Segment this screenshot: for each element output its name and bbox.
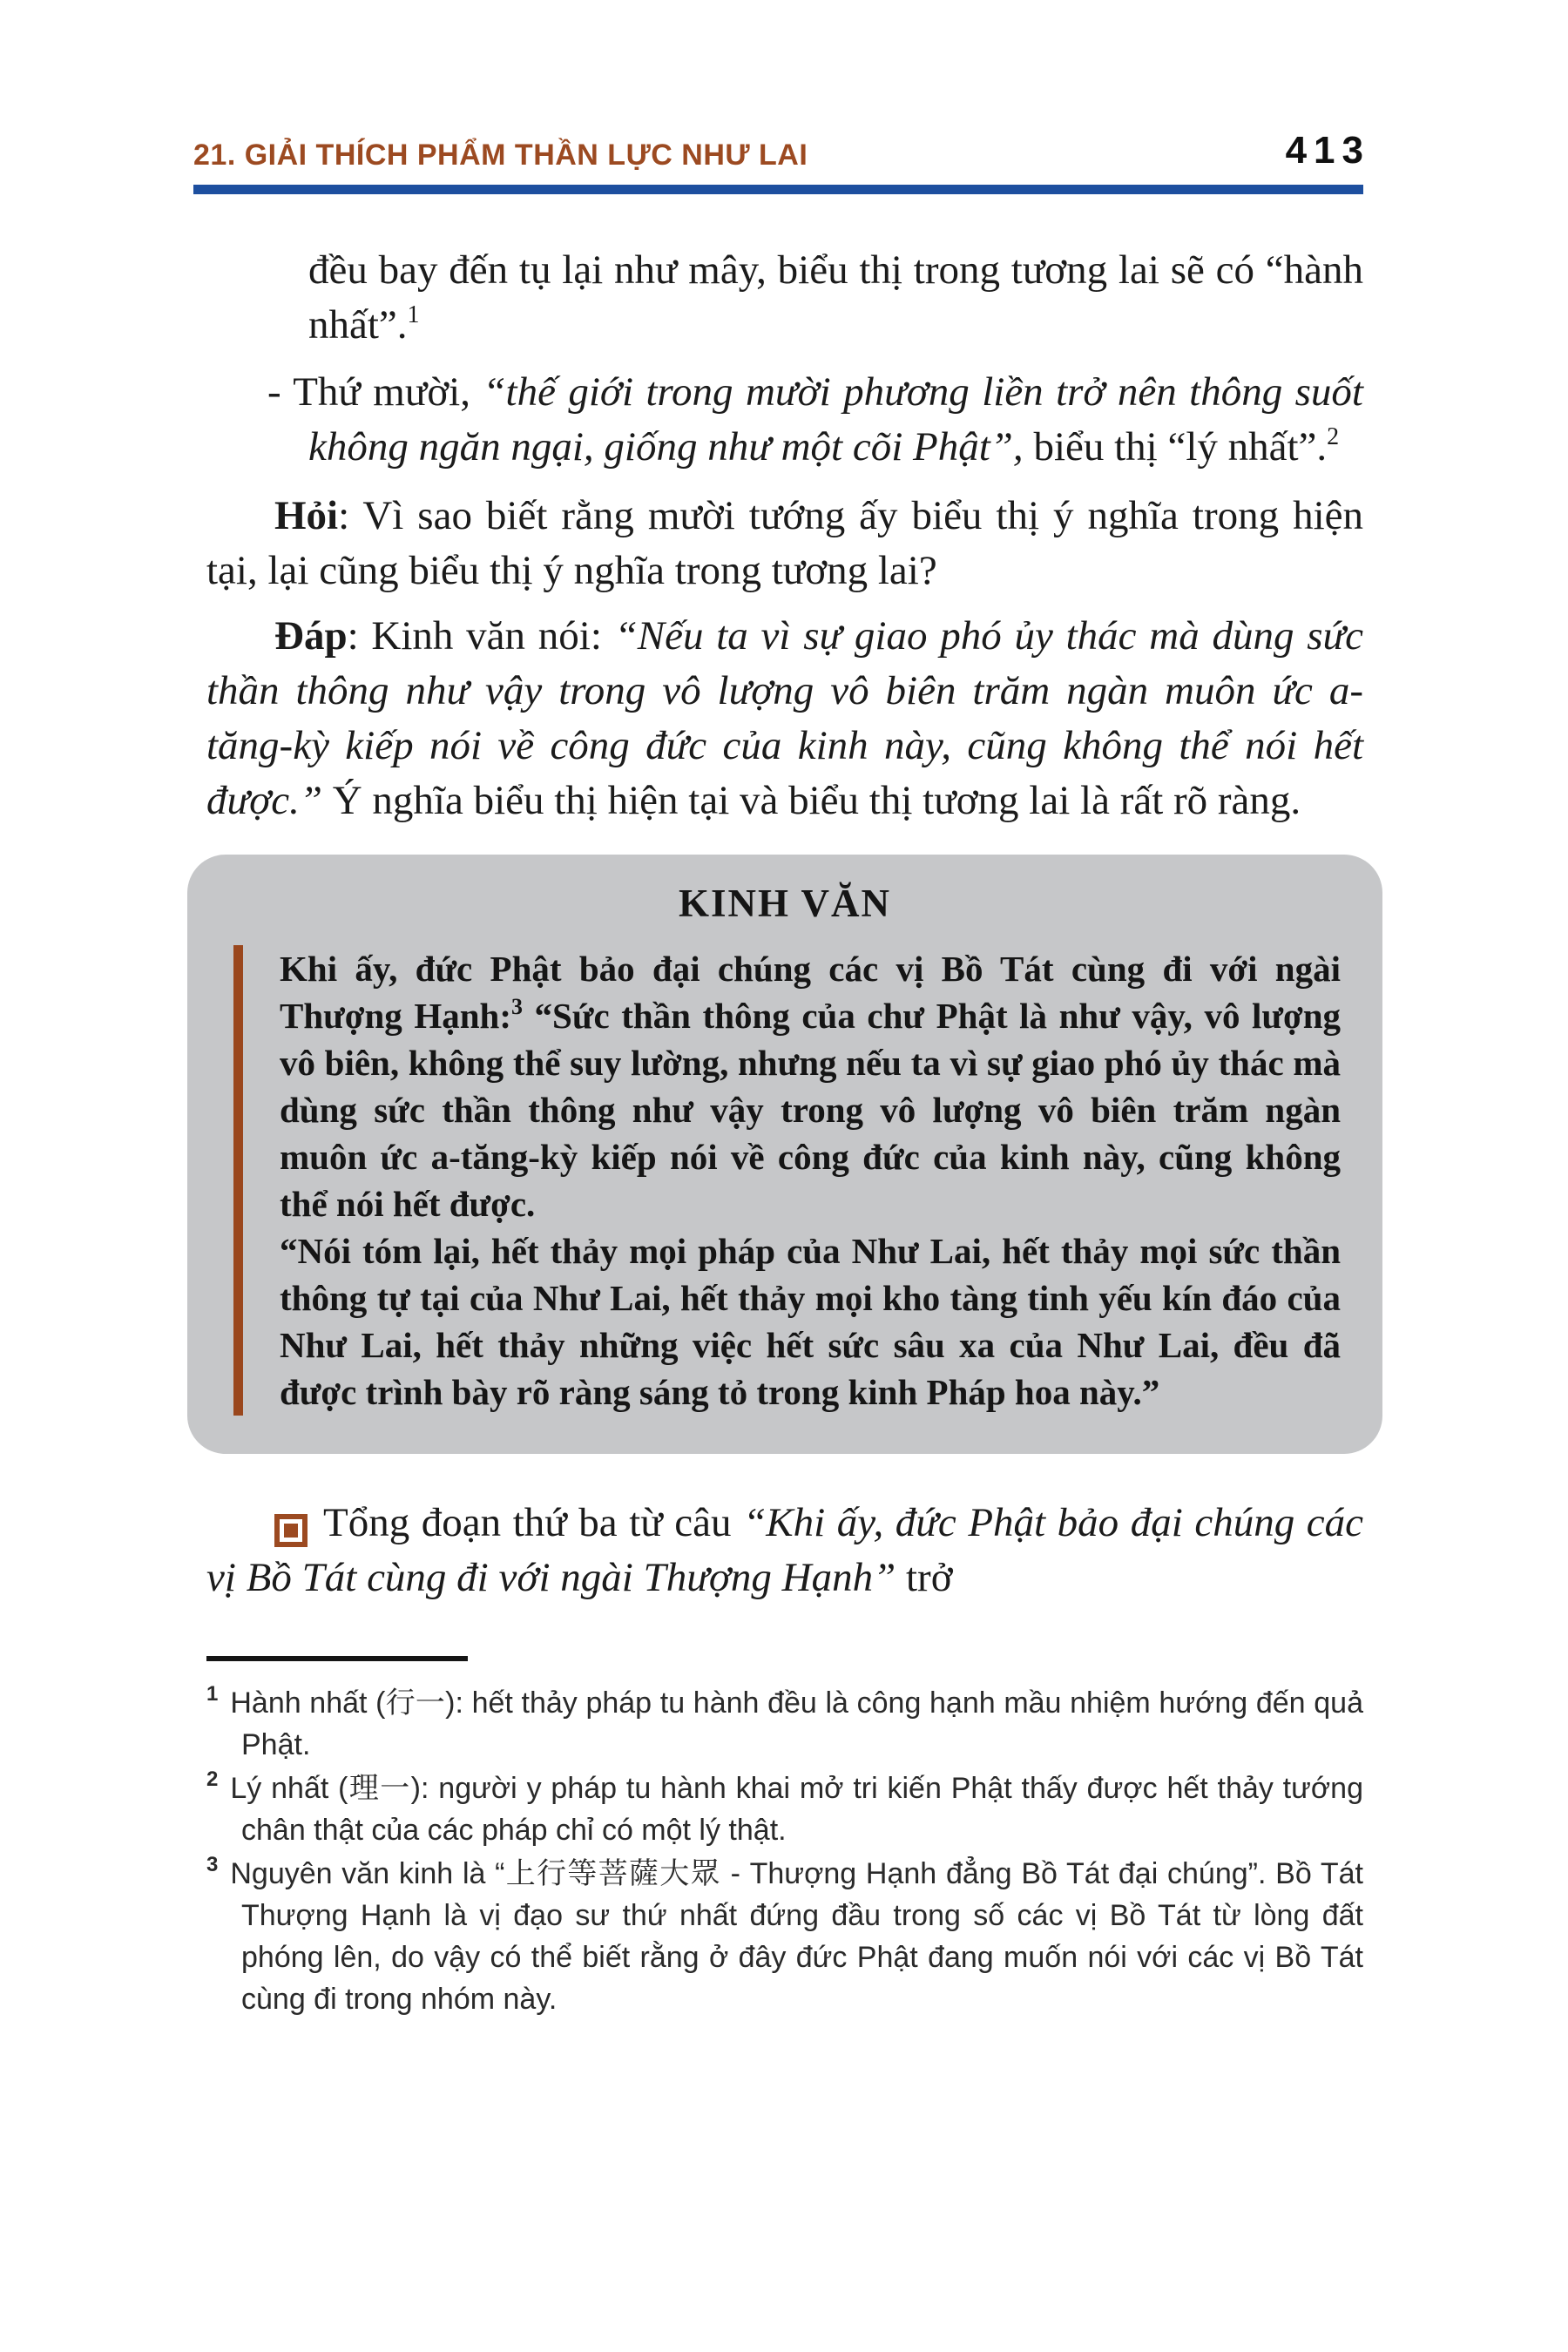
footnote-ref-2: 2 <box>1327 423 1340 450</box>
paragraph-answer <box>206 609 1363 828</box>
question-label: Hỏi <box>274 493 339 538</box>
footnote-ref-1: 1 <box>407 301 420 328</box>
footnote-1-number: 1 <box>206 1682 219 1706</box>
section-bullet-icon <box>274 1514 308 1547</box>
footnote-ref-3: 3 <box>510 994 523 1019</box>
answer-tail: Ý nghĩa biểu thị hiện tại và biểu thị tương lai là rất rõ ràng. <box>321 778 1301 823</box>
kinh-van-p1-before: Khi ấy, đức Phật bảo đại chúng các vị Bồ Tát cùng đi với ngài Thượng Hạnh: <box>280 949 1341 1036</box>
commentary-tail: trở <box>896 1555 953 1600</box>
paragraph-question <box>206 489 1363 598</box>
header-rule <box>193 185 1363 194</box>
kinh-van-p1-after: “Sức thần thông của chư Phật là như vậy, vô lượng vô biên, không thể suy lường, nhưng nếu ta vì sự giao phó ủy thác mà dùng sức thần thông như vậy trong vô lượng vô biên trăm ngàn muôn ức a-tăng-kỳ kiếp nói về công đức của kinh này, cũng không thể nói hết được. <box>280 996 1342 1224</box>
footnote-2 <box>206 1767 1363 1851</box>
answer-lead: : Kinh văn nói: <box>347 613 615 659</box>
accent-bar <box>233 945 243 1416</box>
page-number: 413 <box>1285 129 1370 172</box>
footnote-3-text: Nguyên văn kinh là “上行等菩薩大眾 - Thượng Hạnh đẳng Bồ Tát đại chúng”. Bồ Tát Thượng Hạnh là vị đạo sư thứ nhất đứng đầu trong số các vị Bồ Tát từ lòng đất phóng lên, do vậy có thể biết rằng ở đây đức Phật đang muốn nói với các vị Bồ Tát cùng đi trong nhóm này. <box>230 1857 1363 2016</box>
footnote-separator-rule <box>206 1656 468 1661</box>
kinh-van-paragraph-1 <box>280 945 1341 1227</box>
kinh-van-body <box>187 945 1382 1416</box>
paragraph-tenth-item <box>267 365 1363 475</box>
kinh-van-text <box>243 945 1382 1416</box>
answer-label: Đáp <box>274 613 348 659</box>
footnote-1-text: Hành nhất (行一): hết thảy pháp tu hành đều là công hạnh mầu nhiệm hướng đến quả Phật. <box>230 1686 1363 1761</box>
footnotes-section <box>206 1656 1363 2020</box>
footnote-1 <box>206 1682 1363 1766</box>
footnote-3-number: 3 <box>206 1853 219 1876</box>
running-header <box>193 129 1370 172</box>
list-lead: - Thứ mười, <box>267 369 483 415</box>
section-bullet-inner <box>284 1524 298 1538</box>
kinh-van-paragraph-2: “Nói tóm lại, hết thảy mọi pháp của Như Lai, hết thảy mọi sức thần thông tự tại của Như Lai, hết thảy mọi kho tàng tinh yếu kín đáo của Như Lai, hết thảy những việc hết sức sâu xa của Như Lai, đều đã được trình bày rõ ràng sáng tỏ trong kinh Pháp hoa này.” <box>280 1231 1341 1412</box>
footnote-2-number: 2 <box>206 1767 219 1791</box>
paragraph-text: đều bay đến tụ lại như mây, biểu thị trong tương lai sẽ có “hành nhất”. <box>308 247 1363 348</box>
paragraph-commentary <box>206 1496 1363 1605</box>
commentary-quote: “Khi ấy, đức Phật bảo đại chúng các vị Bồ Tát cùng đi với ngài Thượng Hạnh” <box>206 1500 1363 1600</box>
commentary-lead: Tổng đoạn thứ ba từ câu <box>323 1500 744 1545</box>
paragraph-continuation <box>308 243 1363 353</box>
answer-quote: “Nếu ta vì sự giao phó ủy thác mà dùng sức thần thông như vậy trong vô lượng vô biên trăm ngàn muôn ức a-tăng-kỳ kiếp nói về công đức của kinh này, cũng không thể nói hết được.” <box>206 613 1363 823</box>
footnote-2-text: Lý nhất (理一): người y pháp tu hành khai mở tri kiến Phật thấy được hết thảy tướng chân thật của các pháp chỉ có một lý thật. <box>230 1772 1363 1847</box>
footnote-3 <box>206 1853 1363 2020</box>
question-text: : Vì sao biết rằng mười tướng ấy biểu thị ý nghĩa trong hiện tại, lại cũng biểu thị ý nghĩa trong tương lai? <box>206 493 1363 593</box>
kinh-van-title: KINH VĂN <box>679 882 891 925</box>
chapter-title: 21. GIẢI THÍCH PHẨM THẦN LỰC NHƯ LAI <box>193 139 808 172</box>
page-body <box>206 243 1363 1605</box>
footnote-list <box>206 1682 1363 2020</box>
scripture-quote: “thế giới trong mười phương liền trở nên thông suốt không ngăn ngại, giống như một cõi Phật”, <box>308 369 1363 470</box>
kinh-van-box <box>187 855 1382 1454</box>
list-tail: biểu thị “lý nhất”. <box>1023 424 1328 470</box>
